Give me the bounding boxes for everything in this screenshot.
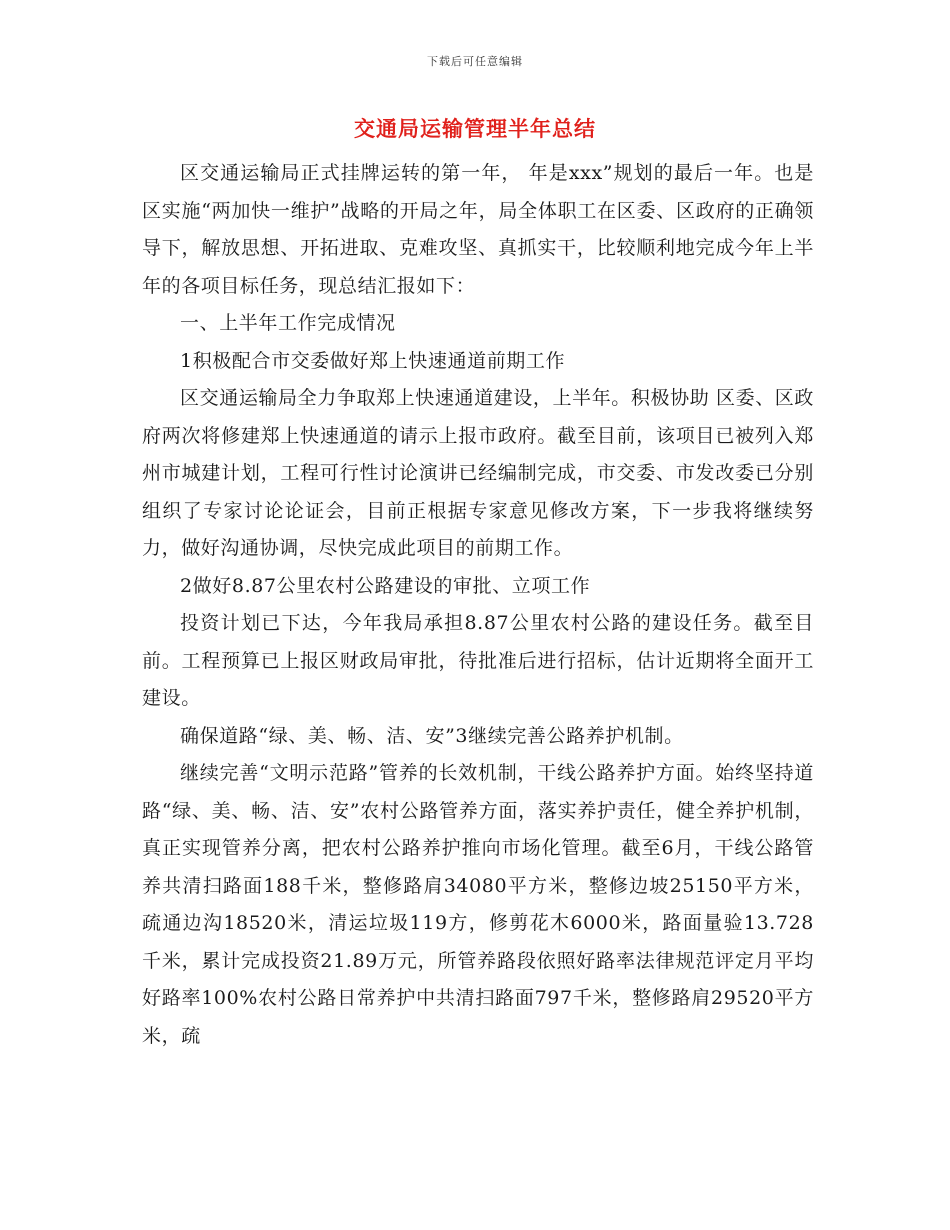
subheading-1: 1积极配合市交委做好郑上快速通道前期工作 bbox=[180, 349, 566, 372]
subheading-2: 2做好8.87公里农村公路建设的审批、立项工作 bbox=[180, 574, 591, 597]
header-note: 下载后可任意编辑 bbox=[427, 55, 523, 68]
paragraph-maintenance: 继续完善“文明示范路”管养的长效机制，干线公路养护方面。始终坚持道路“绿、美、畅、洁、安”农村公路管养方面，落实养护责任，健全养护机制，真正实现管养分离，把农村公路养护推向市场化管理。截至6月，干线公路管养共清扫路面188千米，整修路肩34080平方米，整修边坡25150平方米，疏通边沟18520米，清运垃圾119方，修剪花木6000米，路面量验13.728千米，累计完成投资21.89万元，所管养路段依照好路率法律规范评定月平均好路率100%农村公路日常养护中共清扫路面797千米，整修路肩29520平方米，疏 bbox=[142, 762, 814, 1047]
paragraph-rural-road: 投资计划已下达，今年我局承担8.87公里农村公路的建设任务。截至目前。工程预算已上报区财政局审批，待批准后进行招标，估计近期将全面开工建设。 bbox=[142, 612, 814, 709]
document-title: 交通局运输管理半年总结 bbox=[354, 116, 596, 141]
document-body bbox=[142, 155, 814, 1055]
subheading-3: 确保道路“绿、美、畅、洁、安”3继续完善公路养护机制。 bbox=[180, 724, 684, 747]
paragraph-expressway: 区交通运输局全力争取郑上快速通道建设，上半年。积极协助 区委、区政府两次将修建郑上快速通道的请示上报市政府。截至目前，该项目已被列入郑州市城建计划，工程可行性讨论演讲已经编制完成，市交委、市发改委已分别组织了专家讨论论证会，目前正根据专家意见修改方案，下一步我将继续努力，做好沟通协调，尽快完成此项目的前期工作。 bbox=[142, 387, 814, 559]
section-heading-1: 一、上半年工作完成情况 bbox=[180, 312, 396, 334]
paragraph-intro: 区交通运输局正式挂牌运转的第一年， 年是xxx”规划的最后一年。也是区实施“两加快一维护”战略的开局之年，局全体职工在区委、区政府的正确领导下，解放思想、开拓进取、克难攻坚、真抓实干，比较顺利地完成今年上半年的各项目标任务，现总结汇报如下： bbox=[142, 162, 814, 297]
